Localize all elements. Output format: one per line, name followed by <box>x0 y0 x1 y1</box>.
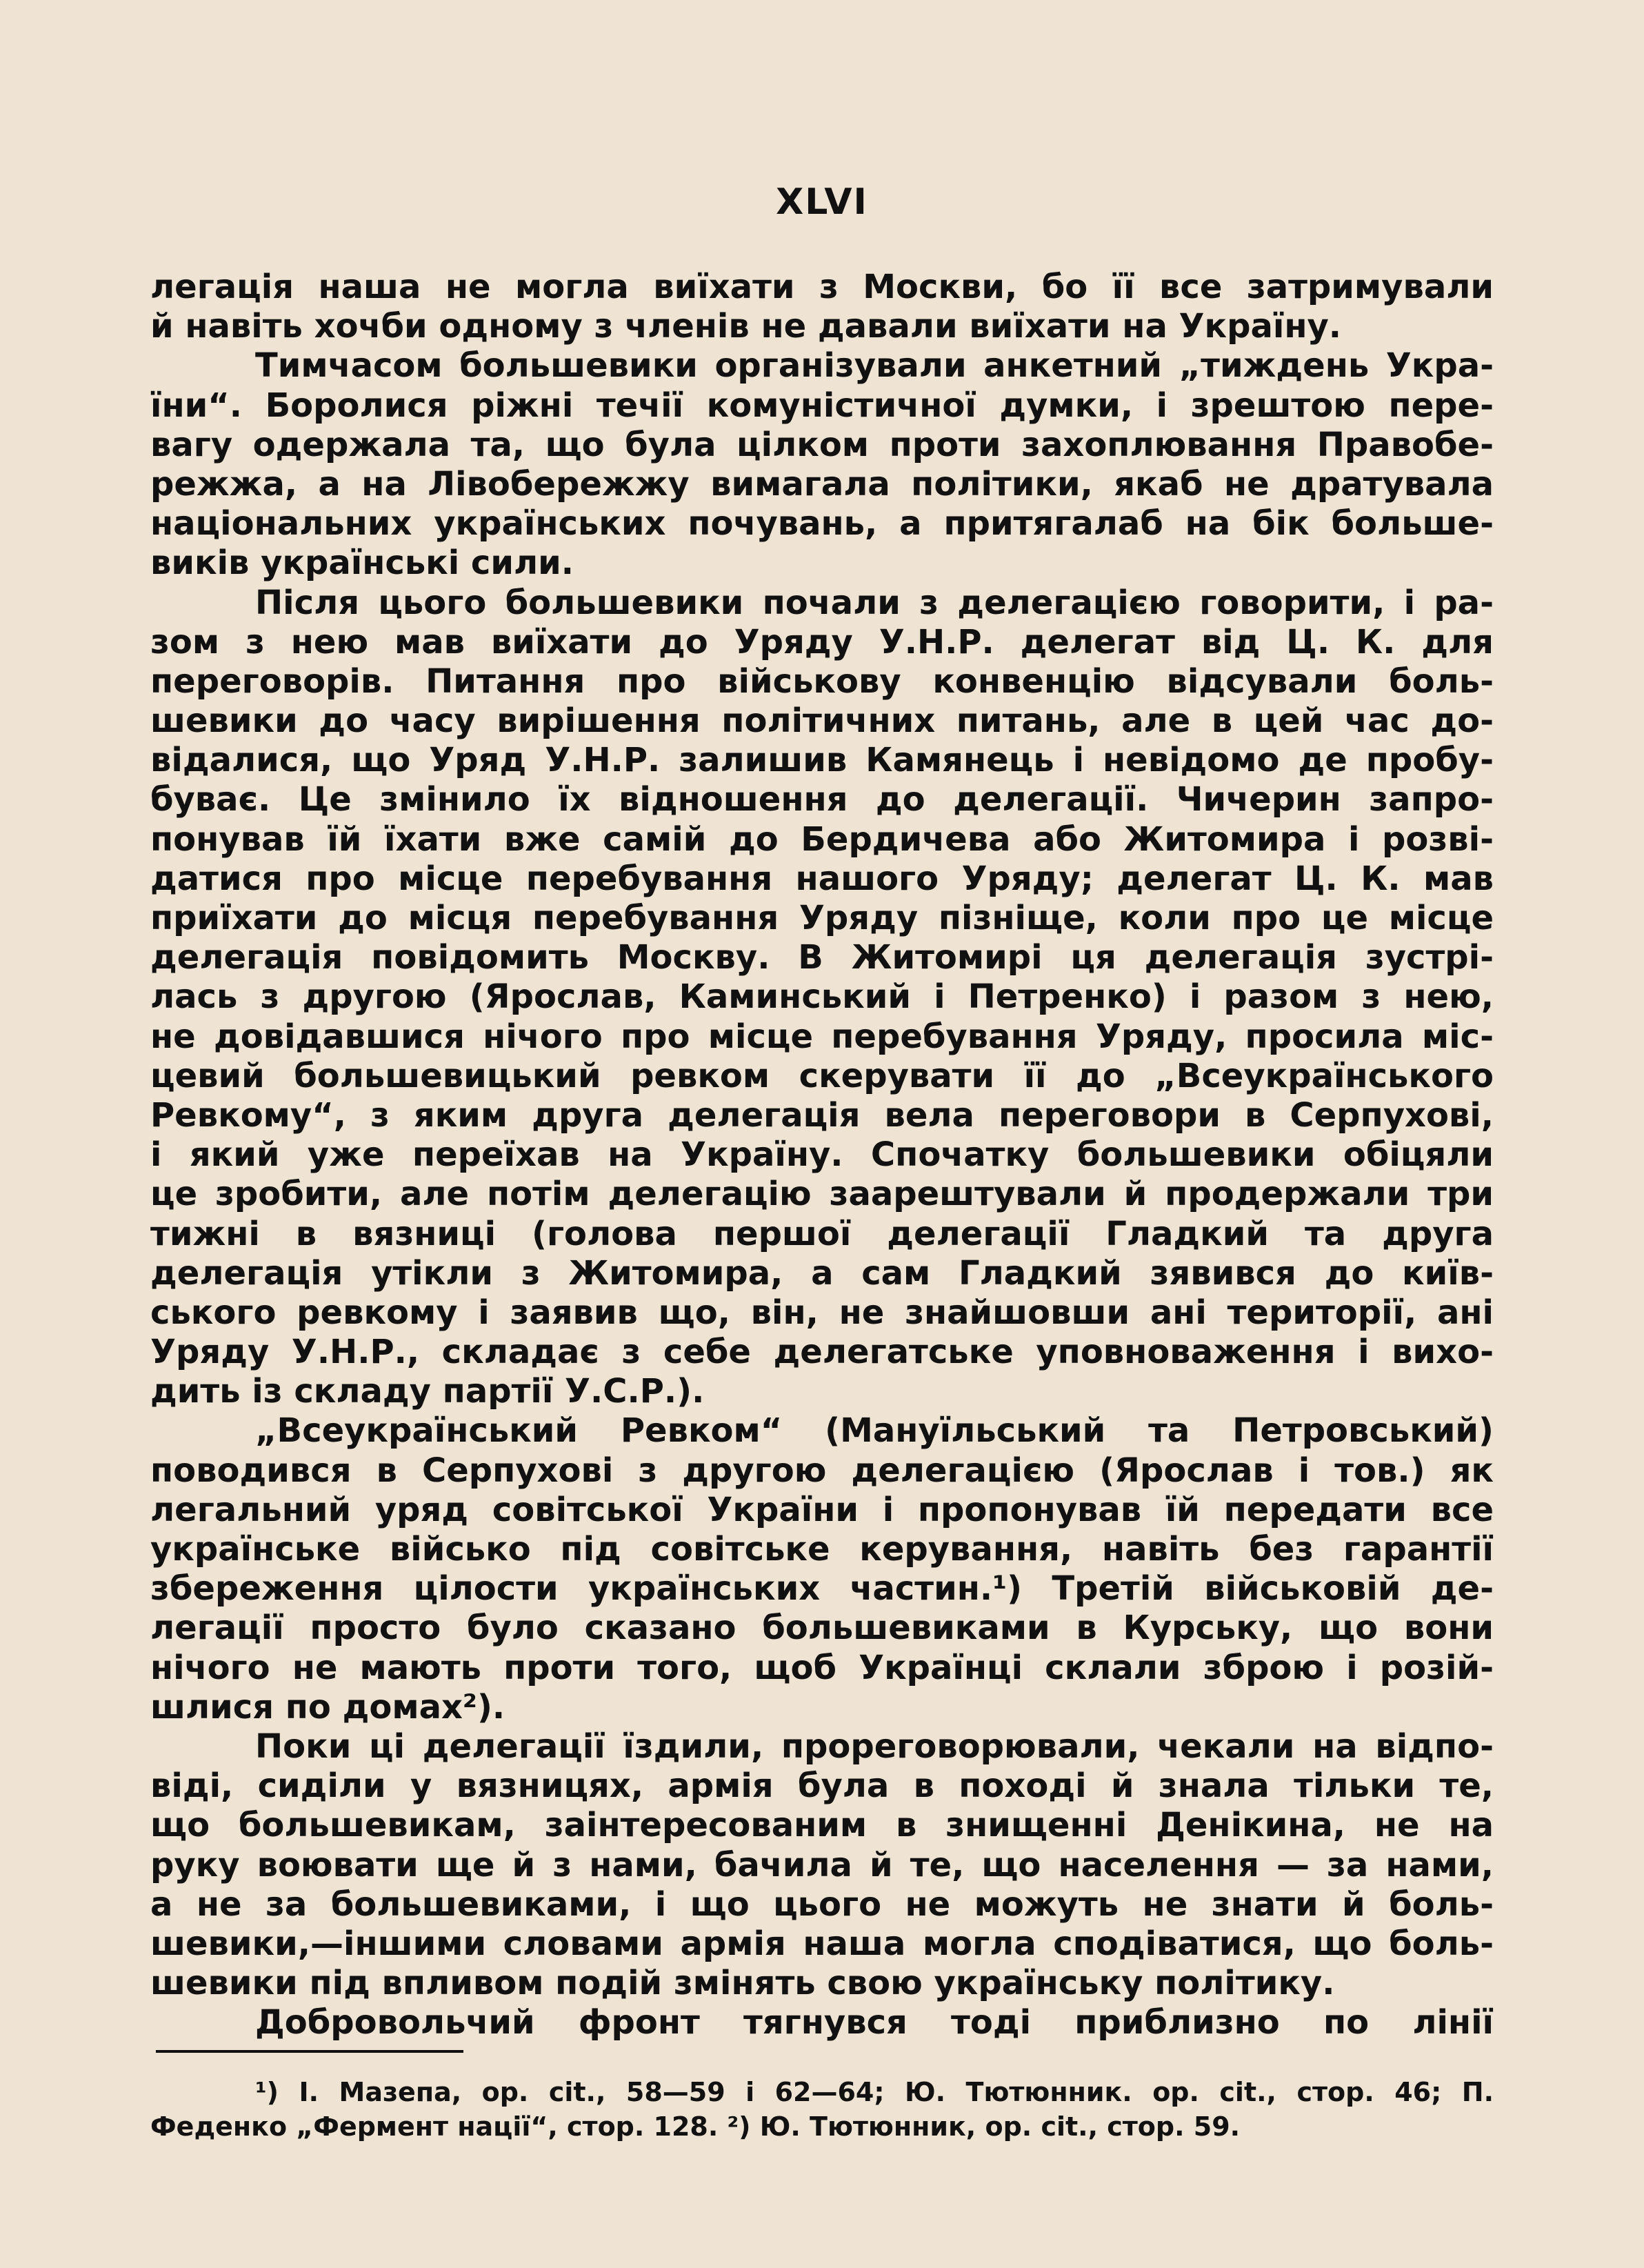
text-line: легація наша не могла виїхати з Москви, бо її все затримували <box>150 268 1494 306</box>
text-line: вагу одержала та, що була цілком проти захоплювання Правобе- <box>150 425 1494 464</box>
text-line: збереження цілости українських частин.¹) Третій військовій де- <box>150 1569 1494 1609</box>
text-line: шевики,—іншими словами армія наша могла сподіватися, що боль- <box>150 1924 1494 1963</box>
footnote-line: ¹) І. Мазепа, op. cit., 58—59 і 62—64; Ю. Тютюнник. op. cit., стор. 46; П. <box>255 2077 1494 2107</box>
text-line: лась з другою (Ярослав, Каминський і Петренко) і разом з нею, <box>150 977 1494 1017</box>
text-line: віді, сиділи у вязницях, армія була в поході й знала тільки те, <box>150 1767 1494 1806</box>
text-line: шевики до часу вирішення політичних питань, але в цей час до- <box>150 702 1494 741</box>
text-line: легальний уряд совітської України і пропонував їй передати все <box>150 1490 1494 1529</box>
main-text <box>150 268 1494 2042</box>
text-line: поводився в Серпухові з другою делегацією (Ярослав і тов.) як <box>150 1451 1494 1490</box>
page-number-roman: XLVI <box>776 181 868 223</box>
text-line: Уряду У.Н.Р., складає з себе делегатське уповноваження і вихо- <box>150 1333 1494 1372</box>
text-line: шлися по домах²). <box>150 1687 505 1727</box>
text-line: Ревкому“, з яким друга делегація вела переговори в Серпухові, <box>150 1095 1494 1135</box>
text-line: тижні в вязниці (голова першої делегації Гладкий та друга <box>150 1214 1494 1253</box>
text-line: Після цього большевики почали з делегацією говорити, і ра- <box>255 583 1494 622</box>
text-line: понував їй їхати вже самій до Бердичева або Житомира і розві- <box>150 819 1494 859</box>
text-line: Поки ці делегації їздили, прореговорювали, чекали на відпо- <box>255 1727 1494 1766</box>
text-line: зом з нею мав виїхати до Уряду У.Н.Р. делегат від Ц. К. для <box>150 622 1494 662</box>
text-line: це зробити, але потім делегацію заарештували й продержали три <box>150 1175 1494 1214</box>
text-line: приїхати до місця перебування Уряду пізніще, коли про це місце <box>150 899 1494 937</box>
text-line: відалися, що Уряд У.Н.Р. залишив Камянець і невідомо де пробу- <box>150 741 1494 780</box>
text-line: буває. Це змінило їх відношення до делегації. Чичерин запро- <box>150 780 1494 819</box>
text-line: і який уже переїхав на Україну. Спочатку большевики обіцяли <box>150 1135 1494 1175</box>
text-line: режжа, а на Лівобережжу вимагала політики, якаб не дратувала <box>150 464 1494 504</box>
footnote-separator <box>156 2050 463 2053</box>
text-line: руку воювати ще й з нами, бачила й те, що населення — за нами, <box>150 1845 1494 1884</box>
text-line: „Всеукраїнський Ревком“ (Мануїльський та Петровський) <box>255 1411 1494 1451</box>
text-line: національних українських почувань, а притягалаб на бік большe- <box>150 504 1494 544</box>
footnotes <box>150 2075 1494 2144</box>
footnote-line: Феденко „Фермент нації“, стор. 128. ²) Ю. Тютюнник, op. cit., стор. 59. <box>150 2111 1241 2142</box>
text-line: шевики під впливом подій змінять свою українську політику. <box>150 1964 1335 2003</box>
text-line: а не за большевиками, і що цього не можуть не знати й боль- <box>150 1884 1494 1924</box>
text-line: цевий большевицький ревком скерувати її до „Всеукраїнського <box>150 1056 1494 1095</box>
text-line: виків українські сили. <box>150 544 574 583</box>
text-line: що большевикам, заінтересованим в знищенні Денікина, не на <box>150 1806 1494 1845</box>
text-line: переговорів. Питання про військову конвенцію відсували боль- <box>150 662 1494 701</box>
text-line: легації просто було сказано большевиками в Курську, що вони <box>150 1609 1494 1648</box>
text-line: українське військо під совітське керування, навіть без гарантії <box>150 1530 1494 1569</box>
text-line: й навіть хочби одному з членів не давали виїхати на Україну. <box>150 307 1342 346</box>
text-line: дить із складу партії У.С.Р.). <box>150 1372 705 1411</box>
text-line: їни“. Боролися ріжні течії комуністичної думки, і зрештою пере- <box>150 386 1494 425</box>
text-line: нічого не мають проти того, щоб Українці склали зброю і розій- <box>150 1648 1494 1687</box>
text-line: Тимчасом большевики організували анкетний „тиждень Укра- <box>255 346 1494 386</box>
text-line: делегація повідомить Москву. В Житомирі ця делегація зустрі- <box>150 938 1494 977</box>
text-line: ського ревкому і заявив що, він, не знайшовши ані території, ані <box>150 1293 1494 1332</box>
text-line: Добровольчий фронт тягнувся тоді приблизно по лінії <box>255 2003 1494 2042</box>
text-line: не довідавшися нічого про місце перебування Уряду, просила міс- <box>150 1017 1494 1056</box>
text-line: делегація утікли з Житомира, а сам Гладкий зявився до київ- <box>150 1253 1494 1293</box>
text-line: датися про місце перебування нашого Уряду; делегат Ц. К. мав <box>150 859 1494 898</box>
